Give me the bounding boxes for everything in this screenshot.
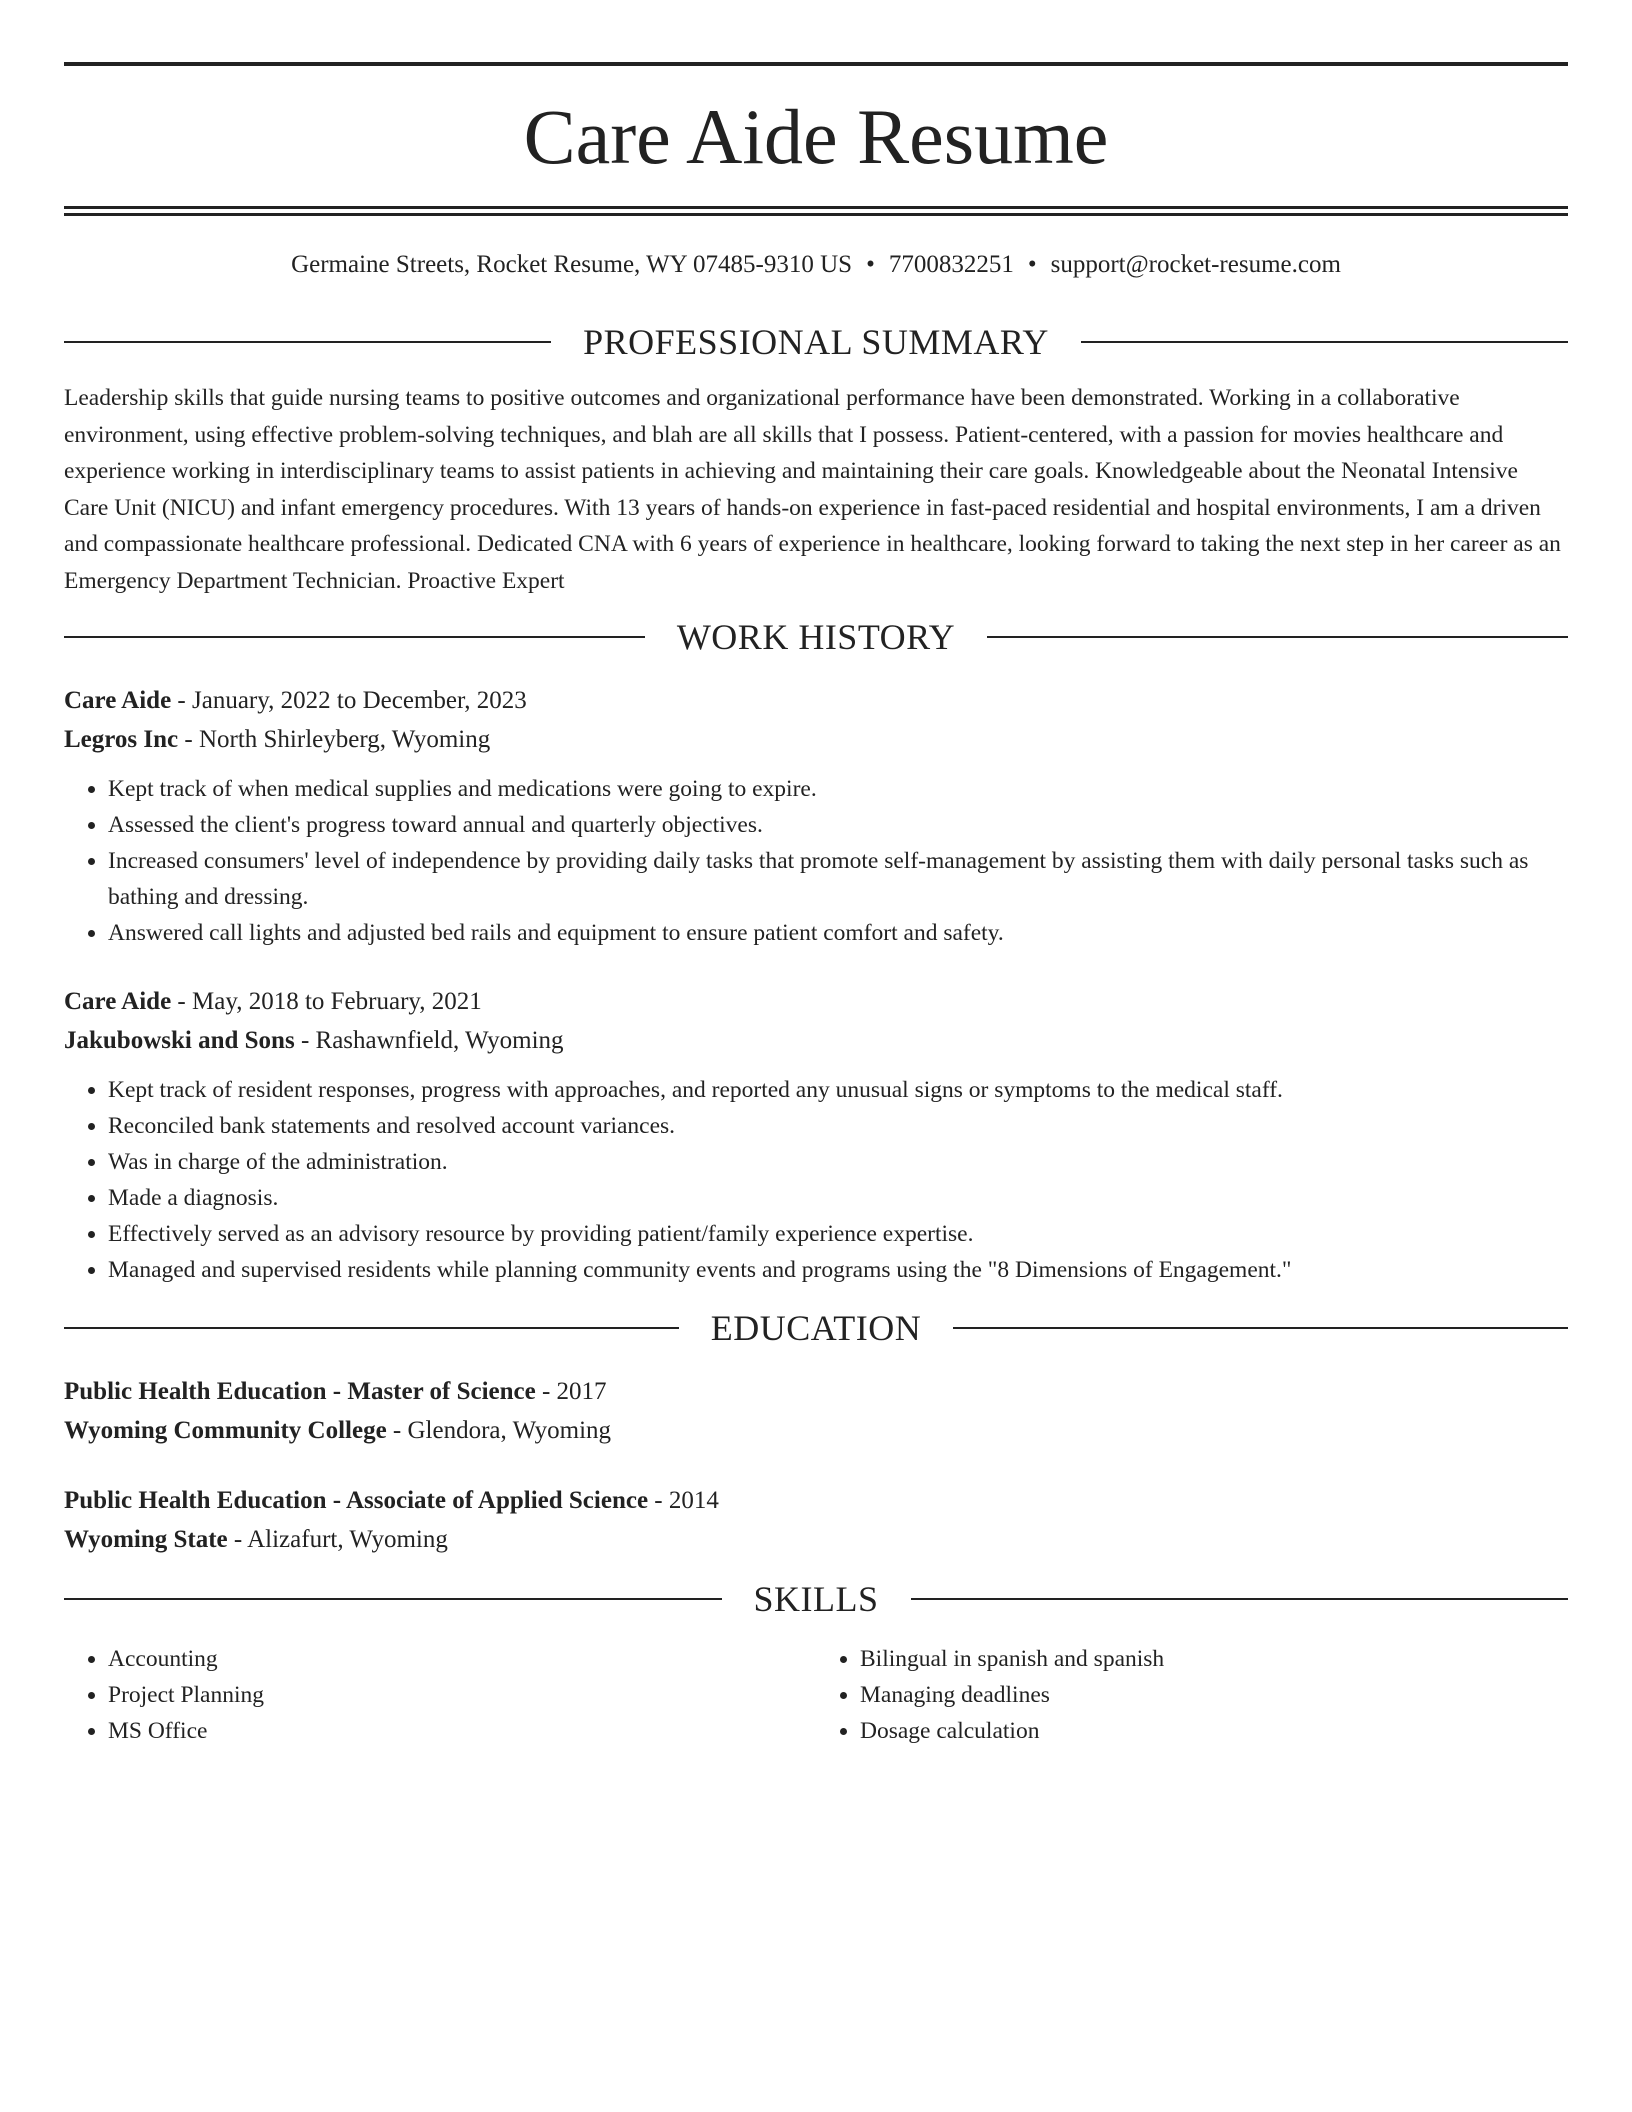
work-heading-label: WORK HISTORY [676, 617, 956, 657]
job-bullets [64, 771, 1568, 951]
heading-rule-left [64, 341, 551, 343]
heading-rule-right [953, 1327, 1568, 1329]
heading-rule-left [64, 1327, 679, 1329]
contact-email: support@rocket-resume.com [1050, 251, 1341, 278]
job-title-line [64, 681, 1568, 720]
double-rule [64, 206, 1568, 216]
education-degree: Public Health Education - Associate of Applied Science [64, 1487, 649, 1514]
job-location: - North Shirleyberg, Wyoming [178, 726, 491, 753]
education-location: - Glendora, Wyoming [386, 1417, 612, 1444]
education-degree: Public Health Education - Master of Science [64, 1378, 536, 1405]
job-bullets [64, 1072, 1568, 1288]
list-item: • Accounting [108, 1641, 816, 1677]
heading-rule-right [1081, 341, 1568, 343]
job-company: Legros Inc [64, 726, 179, 753]
skills-column-left [64, 1641, 816, 1749]
heading-rule-right [911, 1598, 1569, 1600]
contact-separator: • [866, 251, 875, 278]
job-dates: - May, 2018 to February, 2021 [171, 988, 482, 1015]
education-school: Wyoming Community College [64, 1417, 387, 1444]
list-item: • MS Office [108, 1713, 816, 1749]
list-item: • Bilingual in spanish and spanish [860, 1641, 1568, 1677]
list-item: • Managing deadlines [860, 1677, 1568, 1713]
job-company-line [64, 720, 1568, 759]
heading-rule-right [987, 636, 1568, 638]
education-degree-line [64, 1372, 1568, 1411]
top-rule [64, 62, 1568, 66]
job-entry [64, 681, 1568, 951]
list-item: • Dosage calculation [860, 1713, 1568, 1749]
job-company-line [64, 1021, 1568, 1060]
education-school-line [64, 1411, 1568, 1450]
summary-text: Leadership skills that guide nursing teams to positive outcomes and organizational performance have been demonstrated. Working in a collaborative environment, using effective problem-solving techniques, and blah are all skills that I possess. Patient-centered, with a passion for movies healthcare and experience working in interdisciplinary teams to assist patients in achieving and maintaining their care goals. Knowledgeable about the Neonatal Intensive Care Unit (NICU) and infant emergency procedures. With 13 years of hands-on experience in fast-paced residential and hospital environments, I am a driven and compassionate healthcare professional. Dedicated CNA with 6 years of experience in healthcare, looking forward to taking the next step in her career as an Emergency Department Technician. Proactive Expert [64, 385, 1561, 594]
skills-column-right [816, 1641, 1568, 1749]
list-item: • Kept track of resident responses, progress with approaches, and reported any unusual signs or symptoms to the medical staff. [108, 1072, 1568, 1108]
list-item: • Assessed the client's progress toward annual and quarterly objectives. [108, 807, 1568, 843]
contact-phone: 7700832251 [888, 251, 1014, 278]
education-heading [64, 1310, 1568, 1346]
education-school-line [64, 1520, 1568, 1559]
summary-heading [64, 324, 1568, 360]
job-location: - Rashawnfield, Wyoming [294, 1027, 564, 1054]
education-heading-label: EDUCATION [710, 1308, 922, 1348]
education-location: - Alizafurt, Wyoming [227, 1526, 448, 1553]
job-dates: - January, 2022 to December, 2023 [171, 687, 527, 714]
education-year: - 2014 [648, 1487, 719, 1514]
list-item: • Effectively served as an advisory resource by providing patient/family experience expertise. [108, 1216, 1568, 1252]
contact-line [64, 250, 1568, 280]
list-item: • Made a diagnosis. [108, 1180, 1568, 1216]
education-degree-line [64, 1481, 1568, 1520]
education-year: - 2017 [535, 1378, 607, 1405]
work-heading [64, 619, 1568, 655]
education-school: Wyoming State [64, 1526, 228, 1553]
list-item: • Project Planning [108, 1677, 816, 1713]
list-item: • Answered call lights and adjusted bed rails and equipment to ensure patient comfort and safety. [108, 915, 1568, 951]
skills-bullets [816, 1641, 1568, 1749]
list-item: • Increased consumers' level of independence by providing daily tasks that promote self-management by assisting them with daily personal tasks such as bathing and dressing. [108, 843, 1568, 915]
contact-separator: • [1027, 251, 1037, 278]
heading-rule-left [64, 1598, 722, 1600]
skills-list [64, 1641, 1568, 1749]
job-company: Jakubowski and Sons [64, 1027, 295, 1054]
list-item: • Reconciled bank statements and resolved account variances. [108, 1108, 1568, 1144]
education-entry [64, 1481, 1568, 1559]
contact-address: Germaine Streets, Rocket Resume, WY 07485-9310 US [291, 251, 853, 278]
list-item: • Kept track of when medical supplies and medications were going to expire. [108, 771, 1568, 807]
job-entry [64, 982, 1568, 1288]
list-item: • Was in charge of the administration. [108, 1144, 1568, 1180]
skills-bullets [64, 1641, 816, 1749]
job-title-line [64, 982, 1568, 1021]
job-title: Care Aide [64, 988, 172, 1015]
heading-rule-left [64, 636, 645, 638]
summary-heading-label: PROFESSIONAL SUMMARY [583, 322, 1049, 362]
resume-title: Care Aide Resume [523, 93, 1109, 180]
skills-heading [64, 1581, 1568, 1617]
list-item: • Managed and supervised residents while planning community events and programs using the "8 Dimensions of Engagement." [108, 1252, 1568, 1288]
job-title: Care Aide [64, 687, 172, 714]
skills-heading-label: SKILLS [753, 1579, 879, 1619]
education-entry [64, 1372, 1568, 1450]
